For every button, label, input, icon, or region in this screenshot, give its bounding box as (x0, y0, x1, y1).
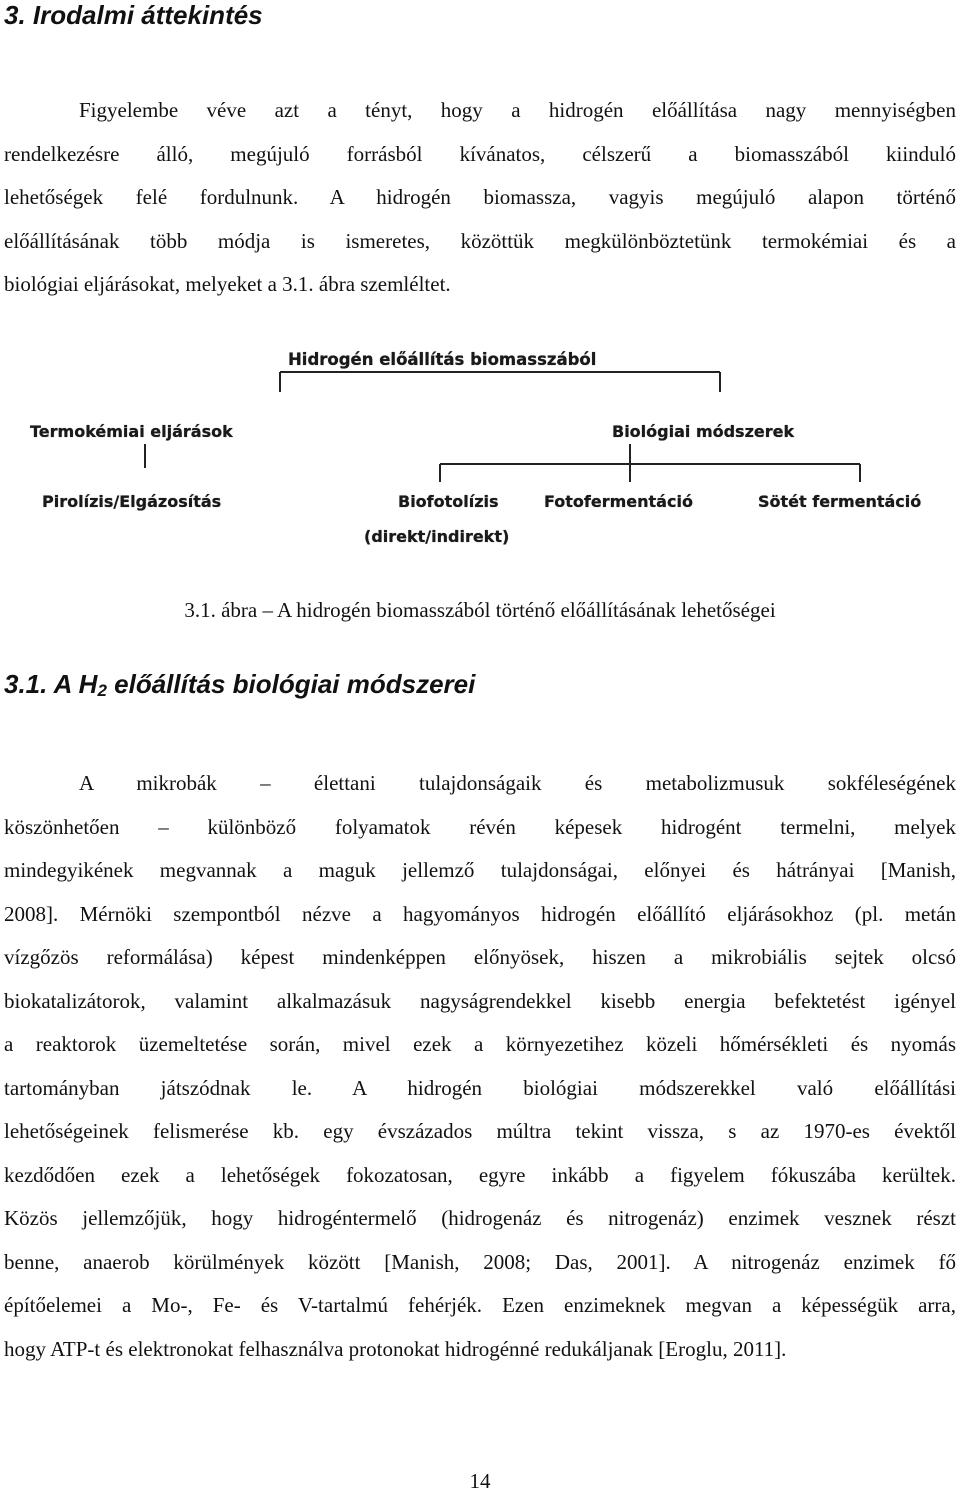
body-line: biokatalizátorok, valamint alkalmazásuk nagyságrendekkel kisebb energia befektetést igényel (4, 988, 956, 1013)
body-line: 2008]. Mérnöki szempontból nézve a hagyományos hidrogén előállító eljárásokhoz (pl. metán (4, 901, 956, 926)
diagram-photofermentation-label: Fotofermentáció (544, 492, 693, 511)
body-line: mindegyikének megvannak a maguk jellemző tulajdonságai, előnyei és hátrányai [Manish, (4, 858, 956, 882)
intro-line: előállításának több módja is ismeretes, közöttük megkülönböztetünk termokémiai és a (4, 228, 956, 253)
body-line: a reaktorok üzemeltetése során, mivel ezek a környezetihez közeli hőmérsékleti és nyomás (4, 1032, 956, 1056)
heading-subscript: 2 (97, 681, 107, 700)
diagram-thermo-label: Termokémiai eljárások (30, 422, 233, 441)
intro-line: biológiai eljárásokat, melyeket a 3.1. ábra szemléltet. (4, 272, 451, 296)
intro-paragraph (4, 89, 956, 307)
body-line: köszönhetően – különböző folyamatok révén képesek hidrogént termelni, melyek (4, 814, 956, 839)
body-line: lehetőségeinek felismerése kb. egy évszázados múltra tekint vissza, s az 1970-es évektől (4, 1119, 956, 1143)
body-paragraph (4, 762, 956, 1371)
diagram-dark-fermentation-label: Sötét fermentáció (758, 492, 922, 511)
body-line: A mikrobák – élettani tulajdonságaik és metabolizmusuk sokféleségének (79, 771, 956, 795)
diagram-biophotolysis-sub-label: (direkt/indirekt) (364, 527, 510, 546)
intro-line: rendelkezésre álló, megújuló forrásból kívánatos, célszerű a biomasszából kiinduló (4, 141, 956, 166)
subsection-heading (4, 667, 475, 701)
body-line: hogy ATP-t és elektronokat felhasználva protonokat hidrogénné redukáljanak [Eroglu, 2011]. (4, 1336, 787, 1361)
diagram-bio-label: Biológiai módszerek (612, 422, 795, 441)
hydrogen-production-diagram (0, 330, 960, 570)
body-line: építőelemei a Mo-, Fe- és V-tartalmú fehérjék. Ezen enzimeknek megvan a képességük arra, (4, 1293, 956, 1317)
diagram-biophotolysis-label: Biofotolízis (398, 492, 499, 511)
diagram-pyrolysis-label: Pirolízis/Elgázosítás (42, 492, 222, 511)
figure-caption (0, 598, 960, 623)
intro-line: Figyelembe véve azt a tényt, hogy a hidrogén előállítása nagy mennyiségben (79, 98, 956, 122)
body-line: Közös jellemzőjük, hogy hidrogéntermelő (hidrogenáz és nitrogenáz) enzimek vesznek részt (4, 1206, 956, 1230)
diagram-root-label: Hidrogén előállítás biomasszából (288, 350, 597, 369)
body-line: tartományban játszódnak le. A hidrogén biológiai módszerekkel való előállítási (4, 1075, 956, 1100)
caption-text: 3.1. ábra – A hidrogén biomasszából történő előállításának lehetőségei (184, 598, 776, 622)
body-line: benne, anaerob körülmények között [Manish, 2008; Das, 2001]. A nitrogenáz enzimek fő (4, 1249, 956, 1274)
page-number: 14 (469, 1469, 491, 1493)
intro-line: lehetőségek felé fordulnunk. A hidrogén biomassza, vagyis megújuló alapon történő (4, 185, 956, 209)
heading-suffix: előállítás biológiai módszerei (106, 669, 476, 699)
section-heading: 3. Irodalmi áttekintés (4, 0, 263, 30)
heading-prefix: 3.1. A H (4, 669, 98, 699)
body-line: vízgőzös reformálása) képest mindenképpen előnyösek, hiszen a mikrobiális sejtek olcsó (4, 945, 956, 969)
body-line: kezdődően ezek a lehetőségek fokozatosan, egyre inkább a figyelem fókuszába kerültek. (4, 1162, 956, 1187)
